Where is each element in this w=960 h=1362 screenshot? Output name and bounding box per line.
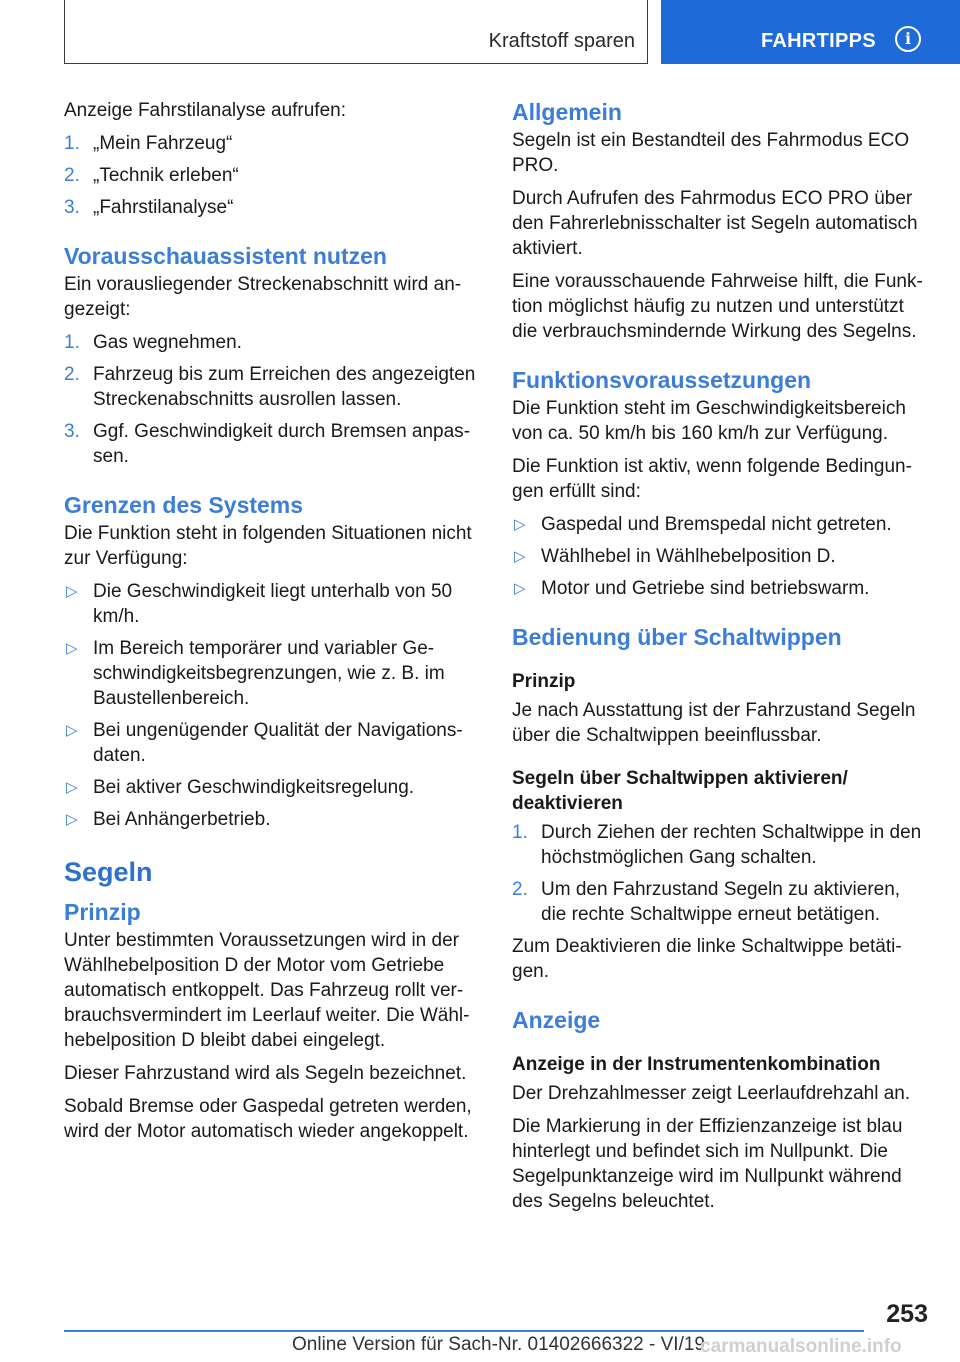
list-item [512, 820, 930, 870]
heading-bedienung: Bedienung über Schaltwippen [512, 624, 842, 650]
intro-text: Anzeige Fahrstilanalyse aufrufen: [64, 100, 346, 121]
paragraph: Je nach Ausstattung ist der Fahrzustand Segeln über die Schaltwippen beeinflussbar. [512, 700, 916, 746]
paragraph: Der Drehzahlmesser zeigt Leerlaufdrehzahl an. [512, 1083, 911, 1104]
paragraph: Die Markierung in der Effizienzanzeige ist blau hinterlegt und befindet sich im Nullpunkt. Die Segelpunktanzeige wird im Nullpunkt während des Segelns beleuchtet. [512, 1116, 903, 1212]
step-text: „Mein Fahrzeug“ [93, 133, 233, 154]
step-text: Ggf. Geschwindigkeit durch Bremsen anpassen. [93, 421, 471, 467]
bullet-text: Gaspedal und Bremspedal nicht getreten. [541, 514, 892, 535]
bullet-text: Bei ungenügender Qualität der Navigationsdaten. [93, 720, 463, 766]
page-number: 253 [886, 1300, 928, 1328]
paragraph: Die Funktion ist aktiv, wenn folgende Bedingungen erfüllt sind: [512, 456, 912, 502]
list-item [64, 163, 482, 188]
list-item [64, 636, 482, 711]
bullet-text: Motor und Getriebe sind betriebswarm. [541, 578, 870, 599]
step-text: Um den Fahrzustand Segeln zu aktivieren, die rechte Schaltwippe erneut betätigen. [541, 879, 901, 925]
watermark-text: carmanualsonline.info [700, 1336, 902, 1357]
step-number: 3. [64, 421, 80, 442]
heading-allgemein: Allgemein [512, 99, 622, 125]
bullet-text: Bei Anhängerbetrieb. [93, 809, 271, 830]
step-number: 2. [64, 364, 80, 385]
heading-funktionsvoraussetzungen: Funktionsvoraussetzungen [512, 367, 812, 393]
subheading-prinzip: Prinzip [512, 671, 576, 692]
paragraph: Eine vorausschauende Fahrweise hilft, die Funktion möglichst häufig zu nutzen und unterstützt die verbrauchsmindernde Wirkung des Segelns. [512, 271, 923, 342]
footer-online-version: Online Version für Sach-Nr. 01402666322 - VI/19 [292, 1334, 705, 1355]
header-section-box [64, 0, 648, 64]
step-text: Durch Ziehen der rechten Schaltwippe in den höchstmöglichen Gang schalten. [541, 822, 922, 868]
triangle-bullet-icon: ▷ [514, 548, 526, 565]
list-item [64, 362, 482, 412]
bullet-text: Wählhebel in Wählhebelposition D. [541, 546, 836, 567]
steps-schaltwippen [512, 820, 930, 927]
triangle-bullet-icon: ▷ [66, 722, 78, 739]
step-text: Fahrzeug bis zum Erreichen des angezeigten Streckenabschnitts ausrollen lassen. [93, 364, 476, 410]
paragraph: Sobald Bremse oder Gaspedal getreten werden, wird der Motor automatisch wieder angekoppelt. [64, 1096, 472, 1142]
heading-segeln: Segeln [64, 857, 153, 887]
bullets-funktion [512, 512, 930, 601]
step-text: „Fahrstilanalyse“ [93, 197, 234, 218]
header-chapter-title: FAHRTIPPS [761, 30, 876, 52]
bullet-text: Im Bereich temporärer und variabler Geschwindigkeitsbegrenzungen, wie z. B. im Baustellenbereich. [93, 638, 445, 709]
heading-vorausschauassistent: Vorausschauassistent nutzen [64, 243, 387, 269]
step-number: 3. [64, 197, 80, 218]
right-column [512, 98, 930, 1222]
subheading-segeln-schaltwippen: Segeln über Schaltwippen aktivieren/ deaktivieren [512, 768, 848, 814]
step-number: 2. [512, 879, 528, 900]
list-item [512, 576, 930, 601]
list-item [64, 131, 482, 156]
list-item [64, 718, 482, 768]
list-item [512, 512, 930, 537]
triangle-bullet-icon: ▷ [66, 779, 78, 796]
step-number: 1. [64, 332, 80, 353]
paragraph: Die Funktion steht im Geschwindigkeitsbereich von ca. 50 km/h bis 160 km/h zur Verfügung. [512, 398, 906, 444]
step-text: „Technik erleben“ [93, 165, 239, 186]
heading-prinzip: Prinzip [64, 899, 141, 925]
paragraph: Durch Aufrufen des Fahrmodus ECO PRO über den Fahrerlebnisschalter ist Segeln automatisch aktiviert. [512, 188, 918, 259]
subheading-instrumentenkombination: Anzeige in der Instrumentenkombination [512, 1054, 881, 1075]
paragraph: Unter bestimmten Voraussetzungen wird in der Wählhebelposition D der Motor vom Getriebe automatisch entkoppelt. Das Fahrzeug rollt verbrauchsvermindert im Leerlauf weiter. Die Wählhebelposition D bleibt dabei eingelegt. [64, 930, 470, 1051]
paragraph: Dieser Fahrzustand wird als Segeln bezeichnet. [64, 1063, 467, 1084]
heading-anzeige: Anzeige [512, 1007, 601, 1033]
step-number: 1. [512, 822, 528, 843]
paragraph: Segeln ist ein Bestandteil des Fahrmodus ECO PRO. [512, 130, 910, 176]
steps-vorausschau [64, 330, 482, 469]
triangle-bullet-icon: ▷ [66, 640, 78, 657]
header-chapter-box [661, 0, 960, 64]
list-item [64, 579, 482, 629]
paragraph: Ein vorausliegender Streckenabschnitt wird angezeigt: [64, 274, 462, 320]
step-number: 1. [64, 133, 80, 154]
triangle-bullet-icon: ▷ [514, 516, 526, 533]
triangle-bullet-icon: ▷ [66, 583, 78, 600]
list-item [512, 877, 930, 927]
heading-grenzen: Grenzen des Systems [64, 492, 304, 518]
paragraph: Die Funktion steht in folgenden Situationen nicht zur Verfügung: [64, 523, 472, 569]
steps-fahrstilanalyse [64, 131, 482, 220]
header-section-title: Kraftstoff sparen [488, 30, 635, 52]
step-number: 2. [64, 165, 80, 186]
list-item [64, 330, 482, 355]
step-text: Gas wegnehmen. [93, 332, 242, 353]
list-item [64, 419, 482, 469]
list-item [64, 807, 482, 832]
triangle-bullet-icon: ▷ [66, 811, 78, 828]
bullet-text: Die Geschwindigkeit liegt unterhalb von 50 km/h. [93, 581, 453, 627]
list-item [512, 544, 930, 569]
triangle-bullet-icon: ▷ [514, 580, 526, 597]
left-column [64, 98, 482, 1152]
info-icon: i [895, 26, 921, 52]
footer-divider [64, 1330, 864, 1332]
bullets-grenzen [64, 579, 482, 832]
list-item [64, 775, 482, 800]
bullet-text: Bei aktiver Geschwindigkeitsregelung. [93, 777, 415, 798]
list-item [64, 195, 482, 220]
paragraph: Zum Deaktivieren die linke Schaltwippe betätigen. [512, 936, 902, 982]
